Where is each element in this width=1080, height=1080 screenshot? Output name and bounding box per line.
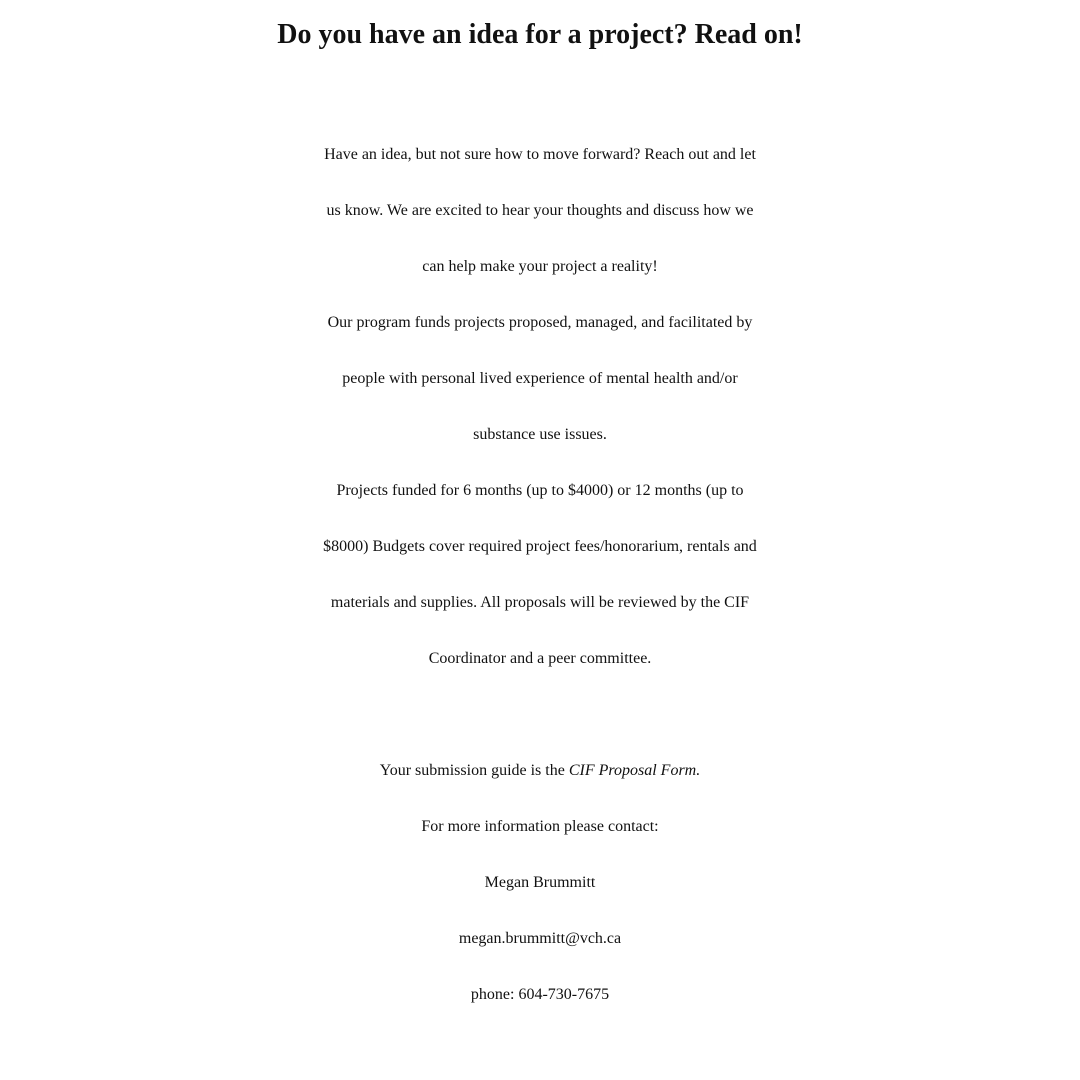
funding-line-4: Coordinator and a peer committee. — [428, 650, 652, 667]
program-line-3: substance use issues. — [473, 426, 607, 443]
intro-line-1: Have an idea, but not sure how to move forward? Reach out and let — [324, 146, 756, 163]
funding-line-1: Projects funded for 6 months (up to $4000) or 12 months (up to — [336, 482, 744, 499]
intro-line-2: us know. We are excited to hear your thoughts and discuss how we — [326, 202, 754, 219]
program-line-2: people with personal lived experience of mental health and/or — [342, 370, 738, 387]
funding-line-3: materials and supplies. All proposals will be reviewed by the CIF — [330, 594, 750, 611]
submission-prefix: Your submission guide is the — [379, 762, 569, 779]
contact-intro: For more information please contact: — [421, 818, 659, 835]
intro-line-3: can help make your project a reality! — [422, 258, 658, 275]
contact-name: Megan Brummitt — [484, 874, 596, 891]
contact-phone: phone: 604-730-7675 — [470, 986, 610, 1003]
page-title: Do you have an idea for a project? Read on! — [277, 19, 803, 50]
submission-guide — [0, 743, 1080, 799]
funding-line-2: $8000) Budgets cover required project fees/honorarium, rentals and — [323, 538, 757, 555]
program-line-1: Our program funds projects proposed, managed, and facilitated by — [327, 314, 753, 331]
proposal-form-name: CIF Proposal Form. — [568, 762, 701, 779]
contact-email: megan.brummitt@vch.ca — [458, 930, 622, 947]
